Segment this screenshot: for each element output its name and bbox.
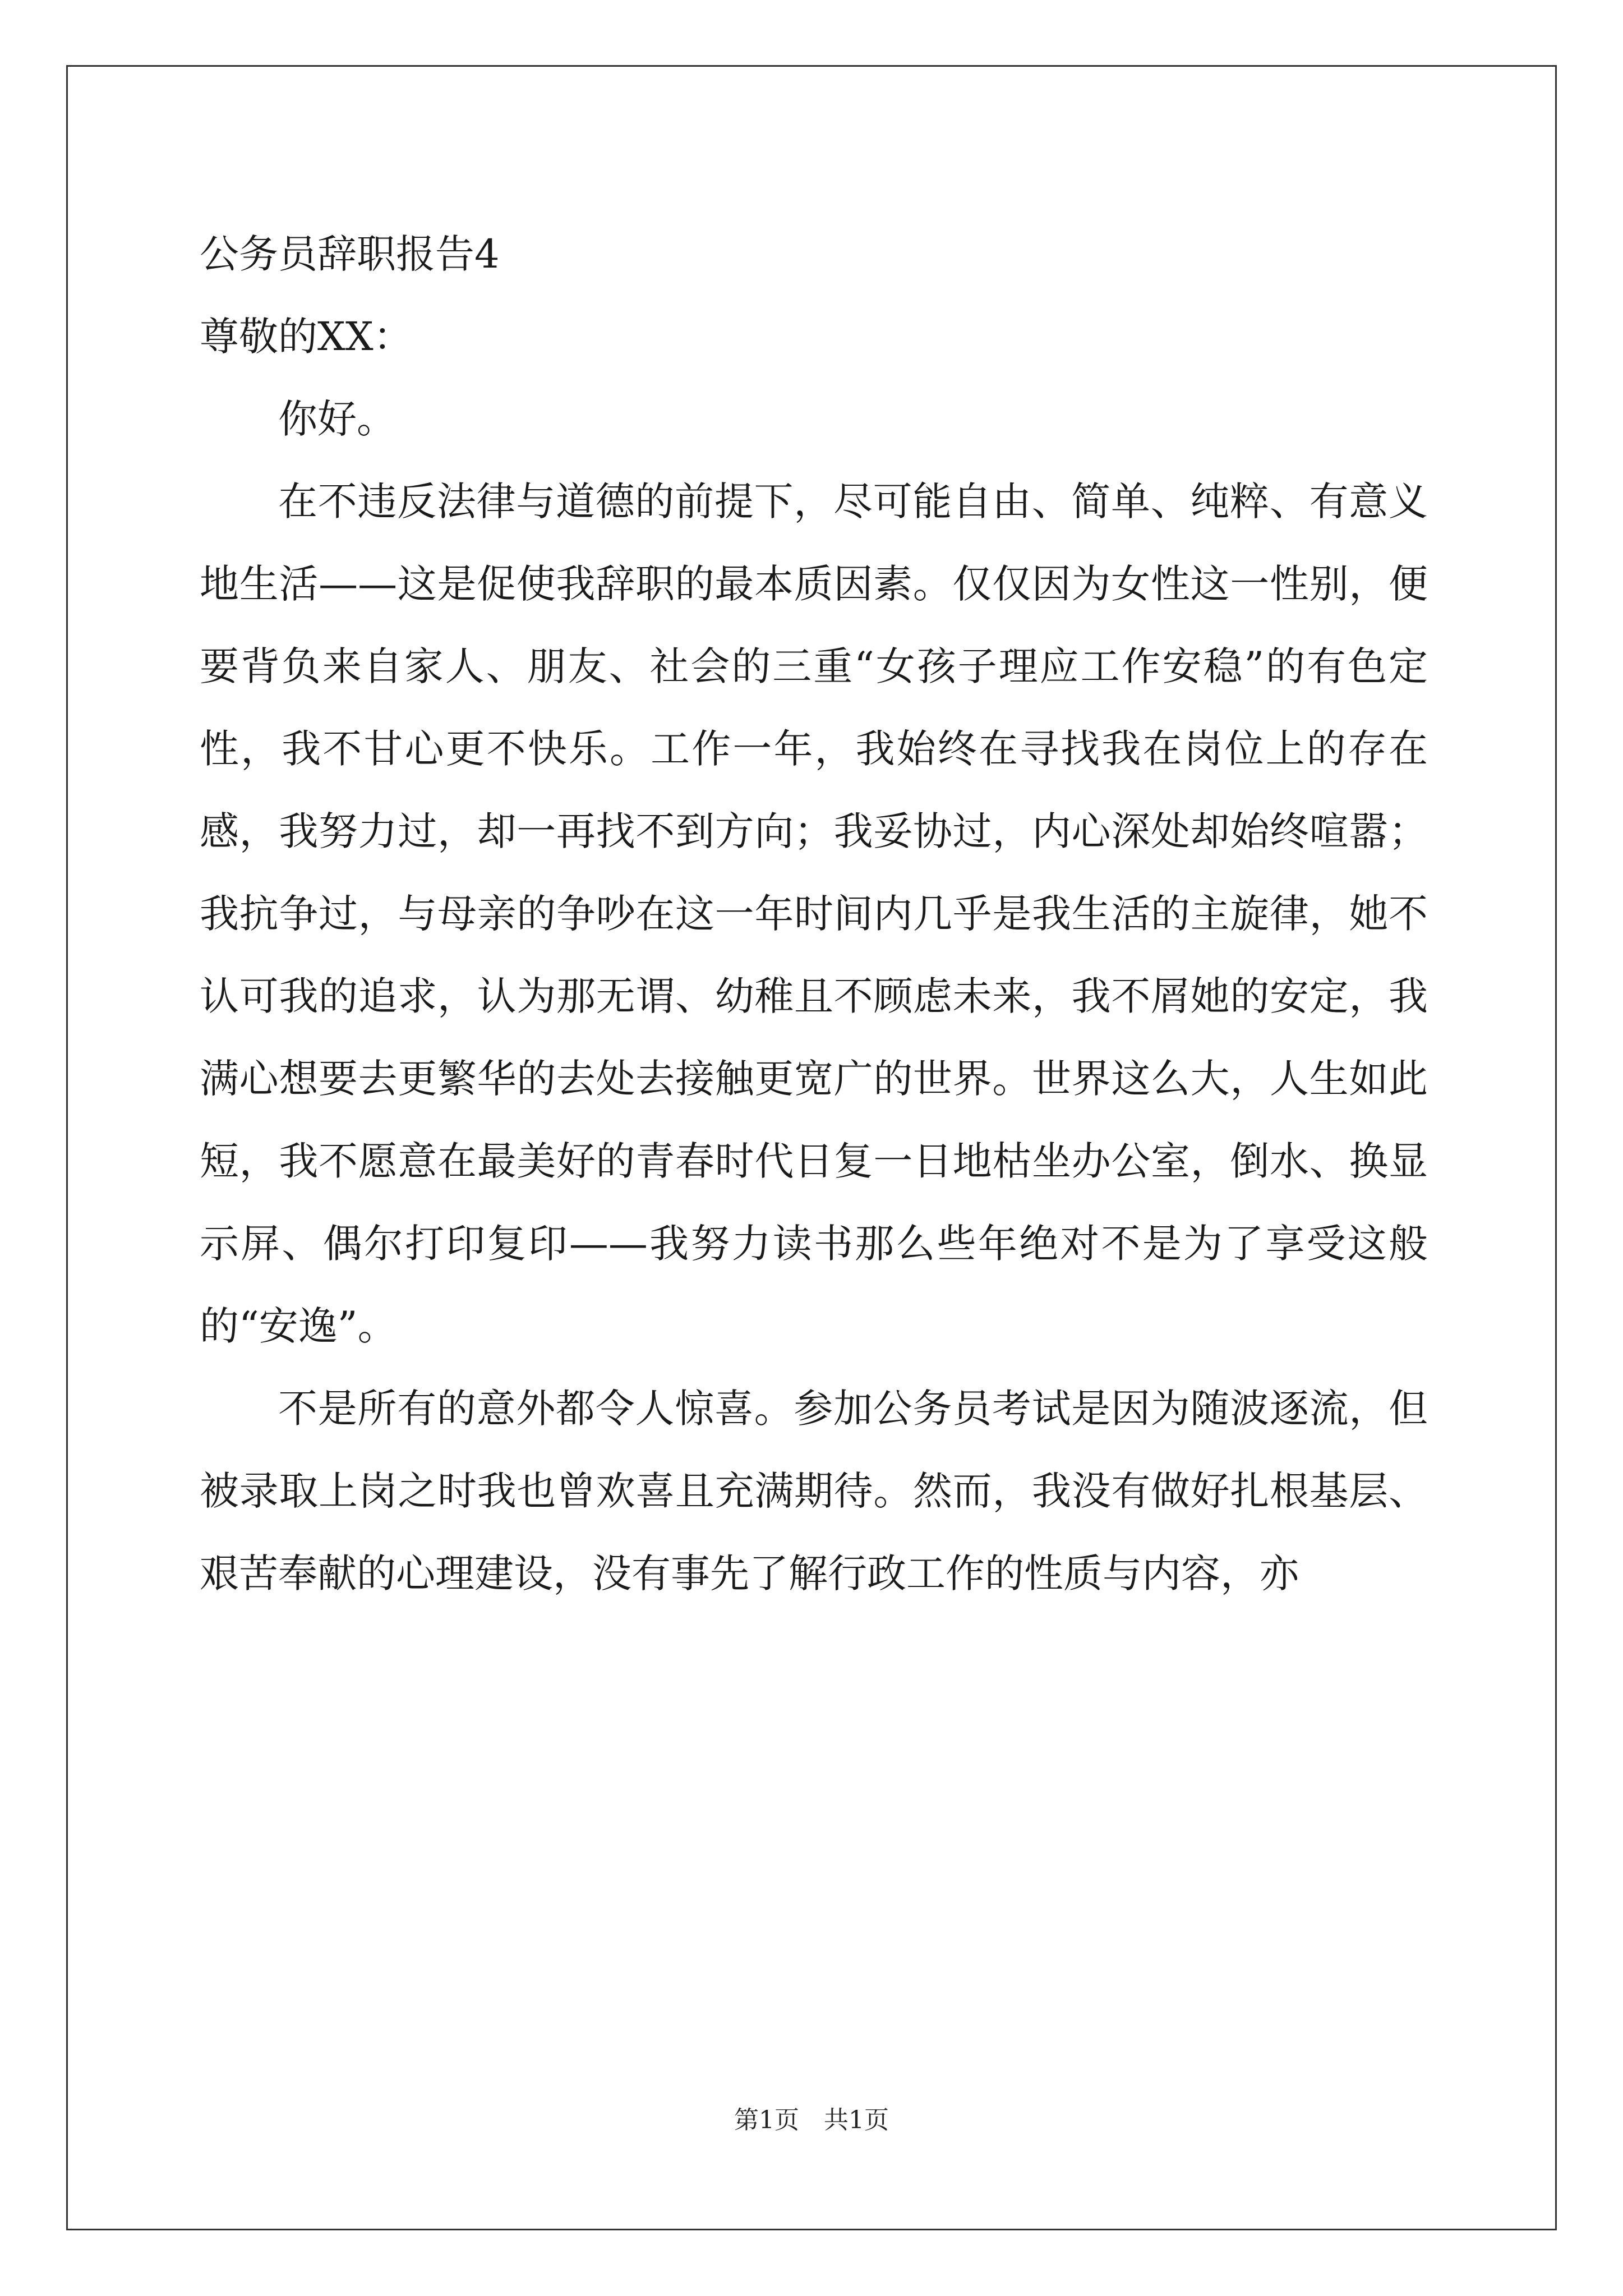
page-footer: 第1页 共1页 [734, 2106, 889, 2134]
paragraph-background: 不是所有的意外都令人惊喜。参加公务员考试是因为随波逐流，但被录取上岗之时我也曾欢喜且充满期待。然而，我没有做好扎根基层、艰苦奉献的心理建设，没有事先了解行政工作的性质与内容，亦 [200, 1386, 1428, 1596]
document-body [200, 213, 1428, 1615]
paragraph-greeting: 你好。 [278, 396, 396, 442]
salutation: 尊敬的XX： [200, 314, 413, 360]
paragraph-reason: 在不违反法律与道德的前提下，尽可能自由、简单、纯粹、有意义地生活——这是促使我辞职的最本质因素。仅仅因为女性这一性别，便要背负来自家人、朋友、社会的三重“女孩子理应工作安稳”的有色定性，我不甘心更不快乐。工作一年，我始终在寻找我在岗位上的存在感，我努力过，却一再找不到方向；我妥协过，内心深处却始终喧嚣；我抗争过，与母亲的争吵在这一年时间内几乎是我生活的主旋律，她不认可我的追求，认为那无谓、幼稚且不顾虑未来，我不屑她的安定，我满心想要去更繁华的去处去接触更宽广的世界。世界这么大，人生如此短，我不愿意在最美好的青春时代日复一日地枯坐办公室，倒水、换显示屏、偶尔打印复印——我努力读书那么些年绝对不是为了享受这般的“安逸”。 [200, 478, 1428, 1349]
document-title: 公务员辞职报告4 [200, 231, 500, 277]
